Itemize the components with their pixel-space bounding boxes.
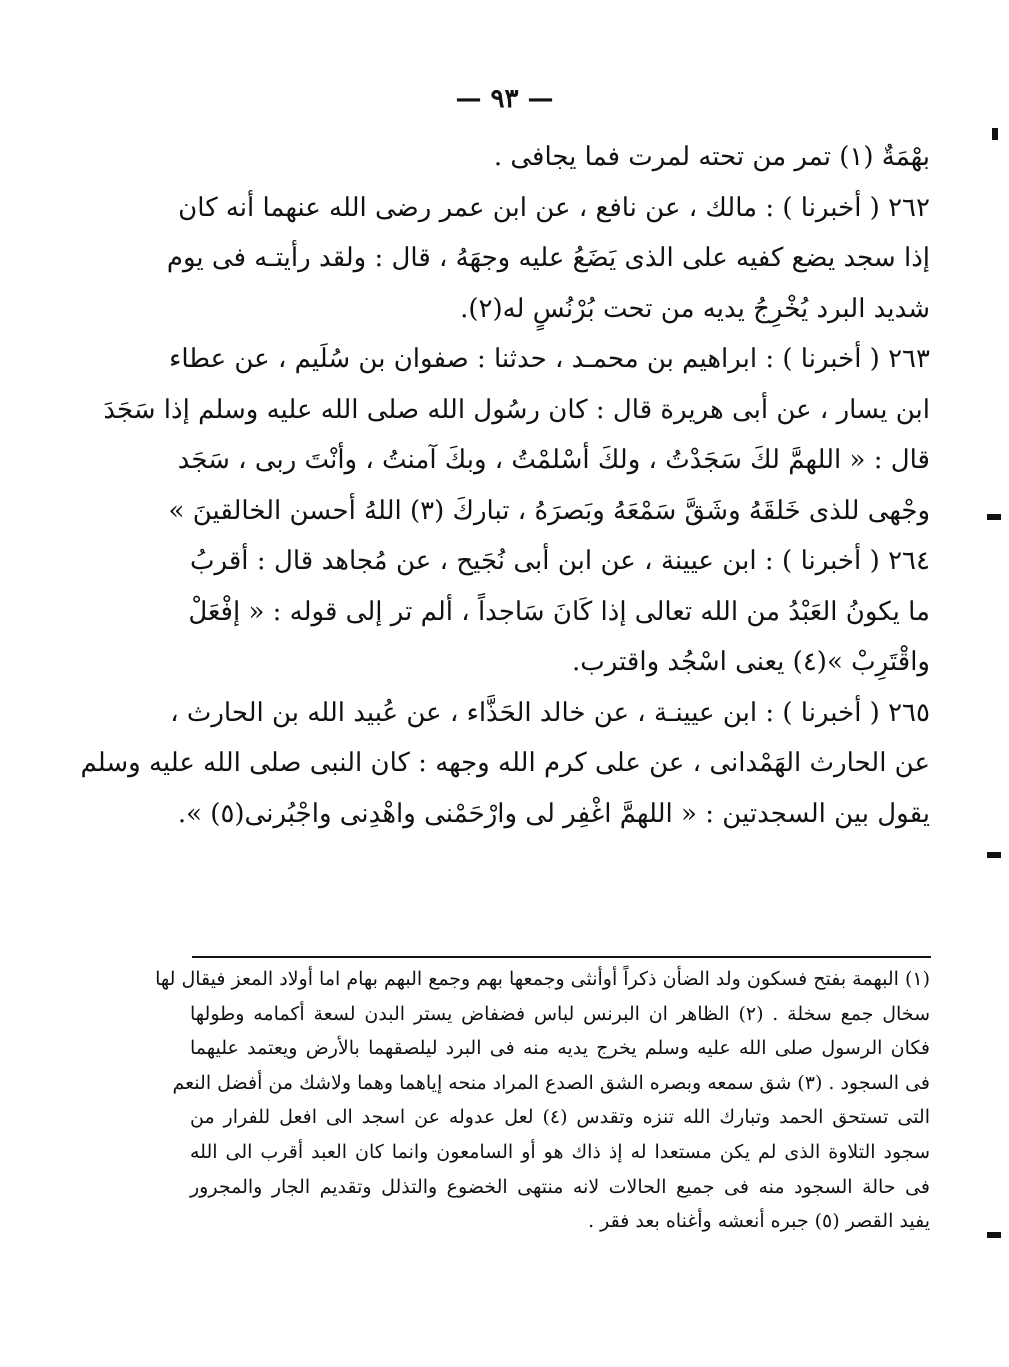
footnote-line: التى تستحق الحمد وتبارك الله تنزه وتقدس (٤) لعل عدوله عن اسجد الى افعل للفرار من (190, 1106, 930, 1129)
footnote-line: سخال جمع سخلة . (٢) الظاهر ان البرنس لباس فضفاض يستر البدن لسعة أكمامه وطولها (190, 1002, 930, 1025)
margin-mark (992, 128, 998, 140)
text-line: بهْمَةٌ (١) تمر من تحته لمرت فما يجافى . (493, 142, 930, 172)
footnotes (155, 962, 930, 1239)
text-line: عن الحارث الهَمْدانى ، عن على كرم الله وجهه : كان النبى صلى الله عليه وسلم (80, 748, 930, 778)
footnote-line: يفيد القصر (٥) جبره أنعشه وأغناه بعد فقر . (588, 1210, 930, 1233)
footnote-line: فى السجود . (٣) شق سمعه وبصره الشق الصدع المراد منحه إياهما وهما ولاشك من أفضل النعم (172, 1071, 930, 1094)
text-line: ٢٦٣ ( أخبرنا ) : ابراهيم بن محمـد ، حدثنا : صفوان بن سُلَيم ، عن عطاء (169, 344, 930, 374)
footnote-line: فى حالة السجود منه فى جميع الحالات لانه منتهى الخضوع والتذلل وتقديم الجار والمجرور (190, 1175, 930, 1198)
footnote-line: فكان الرسول صلى الله عليه وسلم يخرج يديه منه فى البرد ليلصقهما بالأرض ويعتمد عليهما (190, 1037, 930, 1060)
text-line: ما يكونُ العَبْدُ من الله تعالى إذا كَانَ سَاجداً ، ألم تر إلى قوله : « إفْعَلْ (188, 596, 930, 627)
footnote-line: سجود التلاوة الذى لم يكن مستعدا له إذ ذاك هو أو السامعون وانما كان العبد أقرب الى الله (190, 1140, 930, 1163)
footnote-divider (192, 956, 931, 958)
text-line: ٢٦٢ ( أخبرنا ) : مالك ، عن نافع ، عن ابن عمر رضى الله عنهما أنه كان (178, 192, 930, 223)
margin-mark (987, 852, 1001, 858)
text-line: يقول بين السجدتين : « اللهمَّ اغْفِر لى وارْحَمْنى واهْدِنى واجْبُرنى(٥) ». (177, 798, 930, 829)
margin-mark (987, 514, 1001, 520)
text-line: قال : « اللهمَّ لكَ سَجَدْتُ ، ولكَ أسْلمْتُ ، وبكَ آمنتُ ، وأنْتَ ربى ، سَجَد (177, 445, 930, 475)
margin-mark (987, 1232, 1001, 1238)
text-line: ٢٦٤ ( أخبرنا ) : ابن عيينة ، عن ابن أبى نُجَيح ، عن مُجاهد قال : أقربُ (190, 546, 930, 576)
text-line: شديد البرد يُخْرِجُ يديه من تحت بُرْنُسٍ له(٢). (460, 293, 930, 324)
page-number: — ٩٣ — (455, 84, 554, 114)
text-line: ابن يسار ، عن أبى هريرة قال : كان رسُول الله صلى الله عليه وسلم إذا سَجَدَ (103, 394, 930, 425)
main-text (80, 132, 930, 839)
text-line: واقْتَرِبْ »(٤) يعنى اسْجُد واقترب. (572, 647, 930, 677)
text-line: وجْهى للذى خَلقَهُ وشَقَّ سَمْعَهُ وبَصرَهُ ، تباركَ (٣) اللهُ أحسن الخالقينَ » (168, 495, 930, 526)
text-line: إذا سجد يضع كفيه على الذى يَضَعُ عليه وجهَهُ ، قال : ولقد رأيتـه فى يوم (166, 243, 930, 273)
footnote-line: (١) البهمة بفتح فسكون ولد الضأن ذكراً أوأنثى وجمعها بهم وجمع البهم بهام اما أولاد المعز فيقال لها (155, 968, 930, 990)
text-line: ٢٦٥ ( أخبرنا ) : ابن عيينـة ، عن خالد الحَذَّاء ، عن عُبيد الله بن الحارث ، (170, 697, 930, 728)
